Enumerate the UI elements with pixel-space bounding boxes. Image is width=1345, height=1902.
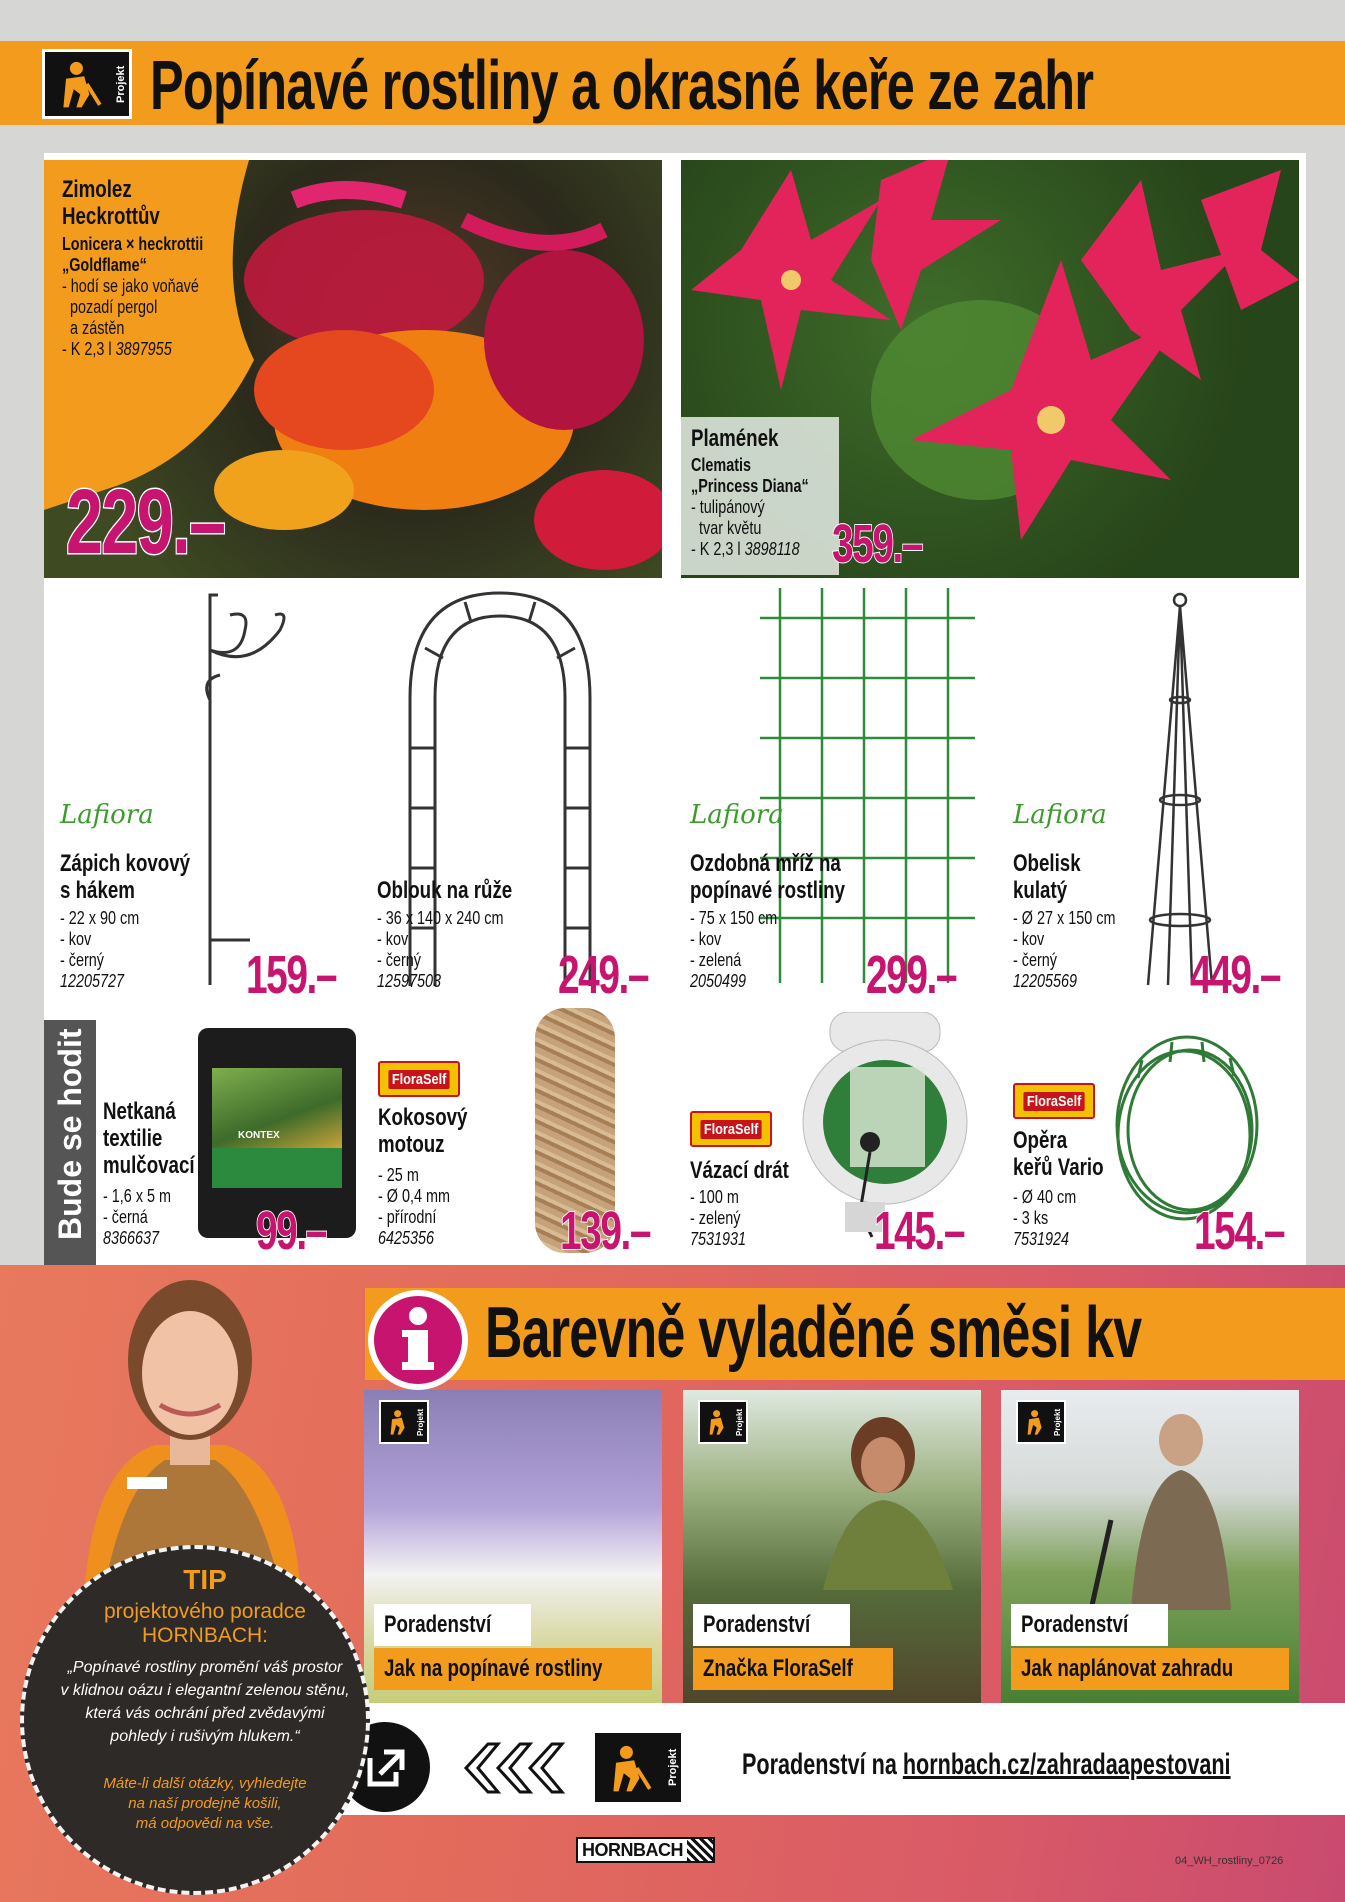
obelisk-image	[1140, 590, 1220, 990]
product-name: Ozdobná mříž na popínavé rostliny	[690, 850, 845, 904]
chevron-left-icon	[458, 1740, 573, 1796]
card-label: Poradenství	[693, 1604, 850, 1646]
document-code: 04_WH_rostliny_0726	[1175, 1855, 1284, 1867]
mulch-fabric-image: KONTEX	[198, 1028, 356, 1238]
card-title[interactable]: Jak na popínavé rostliny	[374, 1648, 652, 1690]
page-title: Popínavé rostliny a okrasné keře ze zahr	[150, 46, 1094, 124]
product-specs: - 1,6 x 5 m - černá 8366637	[103, 1186, 172, 1248]
featured-2-notes: - tulipánový tvar květu - K 2,3 l 3898118	[691, 497, 800, 559]
product-specs: - 22 x 90 cm - kov - černý 12205727	[60, 908, 140, 991]
product-price: 99.–	[256, 1201, 326, 1261]
worker-icon	[53, 58, 105, 110]
product-specs: - 100 m - zelený 7531931	[690, 1187, 747, 1249]
product-name: Netkaná textilie mulčovací	[103, 1098, 195, 1179]
lafiora-logo: Lafiora	[60, 800, 154, 830]
floraself-logo: FloraSelf	[378, 1061, 460, 1097]
product-price: 449.–	[1190, 945, 1281, 1005]
advisor-photo	[65, 1255, 315, 1585]
product-name: Oblouk na růže	[377, 877, 513, 904]
worker-icon	[603, 1742, 655, 1794]
product-name: Vázací drát	[690, 1157, 789, 1184]
floraself-logo: FloraSelf	[690, 1111, 772, 1147]
card-title[interactable]: Značka FloraSelf	[693, 1648, 893, 1690]
featured-1-price: 229.–	[66, 471, 225, 573]
product-price: 145.–	[874, 1201, 965, 1261]
product-specs: - 75 x 150 cm - kov - zelená 2050499	[690, 908, 778, 991]
product-name: Zápich kovový s hákem	[60, 850, 191, 904]
product-price: 154.–	[1194, 1201, 1285, 1261]
featured-1-notes: - hodí se jako voňavé pozadí pergol a zástěn - K 2,3 l 3897955	[62, 276, 199, 359]
projekt-logo: Projekt	[42, 49, 132, 119]
card-label: Poradenství	[374, 1604, 531, 1646]
product-price: 159.–	[246, 945, 337, 1005]
product-name: Kokosový motouz	[378, 1104, 468, 1158]
featured-1-name: Zimolez Heckrottův	[62, 176, 160, 230]
gardener-man-photo	[1081, 1400, 1261, 1610]
info-icon	[368, 1290, 468, 1390]
product-specs: - 25 m - Ø 0,4 mm - přírodní 6425356	[378, 1165, 451, 1248]
tip-heading: TIP	[183, 1564, 227, 1595]
product-specs: - 36 x 140 x 240 cm - kov - černý 12597503	[377, 908, 504, 991]
info-title: Barevně vyladěné směsi kv	[485, 1293, 1142, 1373]
product-price: 139.–	[560, 1201, 651, 1261]
tip-subtitle: projektového poradce HORNBACH:	[104, 1600, 306, 1647]
lafiora-logo: Lafiora	[1013, 800, 1107, 830]
featured-2-name: Plamének	[691, 425, 779, 452]
product-name: Opěra keřů Vario	[1013, 1127, 1104, 1181]
worker-icon	[1022, 1408, 1050, 1436]
product-specs: - Ø 40 cm - 3 ks 7531924	[1013, 1187, 1077, 1249]
gardener-woman-photo	[803, 1410, 963, 1590]
product-price: 249.–	[558, 945, 649, 1005]
lafiora-logo: Lafiora	[690, 800, 784, 830]
floraself-logo: FloraSelf	[1013, 1083, 1095, 1119]
card-title[interactable]: Jak naplánovat zahradu	[1011, 1648, 1289, 1690]
tip-quote: „Popínavé rostliny promění váš prostor v klidnou oázu i elegantní zelenou stěnu, která vás ochrání před zvědavými pohledy i rušivým hlukem.“	[60, 1659, 350, 1745]
footer-link[interactable]: hornbach.cz/zahradaapestovani	[902, 1748, 1231, 1781]
projekt-logo: Projekt	[698, 1400, 748, 1444]
tip-cta: Máte-li další otázky, vyhledejte na naší prodejně košili, má odpovědi na vše.	[103, 1775, 307, 1832]
advice-card[interactable]	[683, 1390, 981, 1725]
side-tag: Bude se hodit	[44, 1020, 96, 1265]
header-banner	[0, 41, 1345, 125]
info-banner	[365, 1288, 1345, 1380]
featured-1-latin: Lonicera × heckrottii „Goldflame“	[62, 234, 204, 275]
product-price: 299.–	[866, 945, 957, 1005]
featured-2-price: 359.–	[832, 514, 923, 574]
worker-icon	[385, 1408, 413, 1436]
projekt-logo: Projekt	[1016, 1400, 1066, 1444]
card-label: Poradenství	[1011, 1604, 1168, 1646]
product-specs: - Ø 27 x 150 cm - kov - černý 12205569	[1013, 908, 1116, 991]
projekt-logo: Projekt	[592, 1730, 684, 1805]
product-name: Obelisk kulatý	[1013, 850, 1081, 904]
stake-hook-image	[190, 590, 300, 990]
footer-text: Poradenství na hornbach.cz/zahradaapestovani	[742, 1748, 1231, 1781]
featured-2-latin: Clematis „Princess Diana“	[691, 455, 809, 496]
worker-icon	[704, 1408, 732, 1436]
projekt-logo: Projekt	[379, 1400, 429, 1444]
hornbach-logo: HORNBACH	[576, 1837, 715, 1863]
advice-card[interactable]	[1001, 1390, 1299, 1725]
trellis-image	[760, 588, 980, 988]
